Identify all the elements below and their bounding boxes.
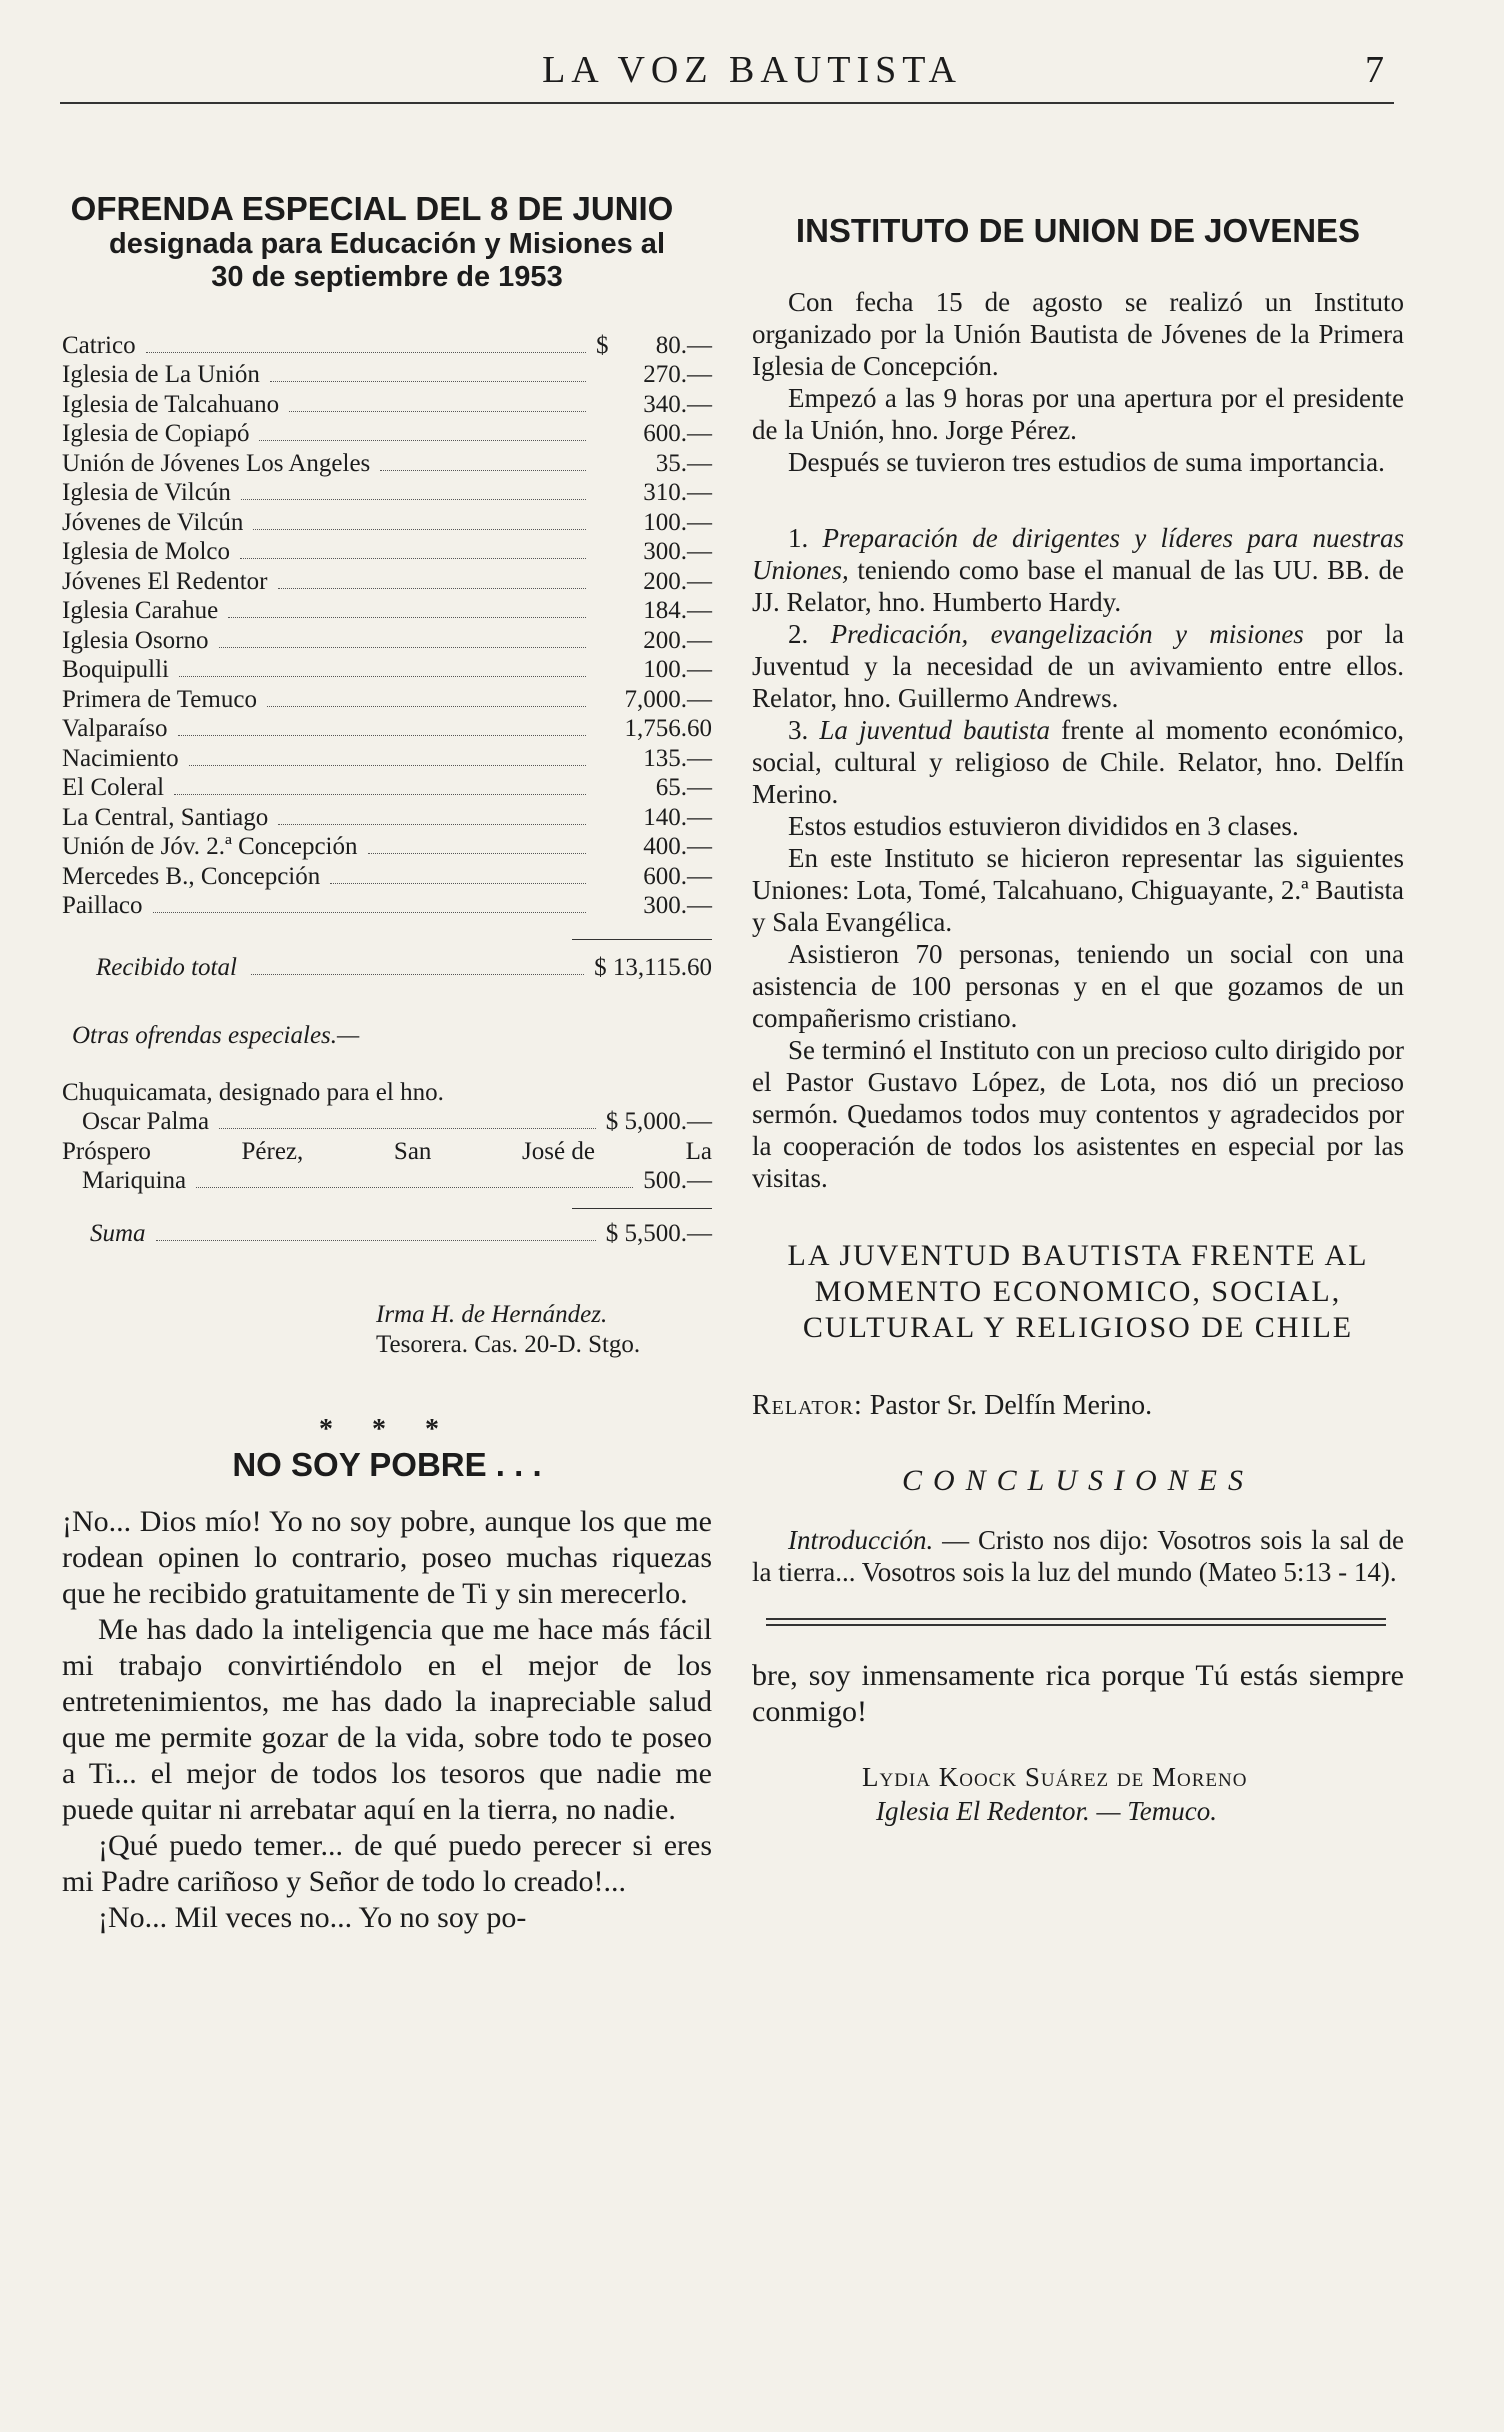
- ledger-row: Iglesia de Copiapó 600.—: [62, 420, 712, 448]
- offering-ledger: [62, 331, 712, 921]
- ledger-row: Primera de Temuco 7,000.—: [62, 685, 712, 713]
- institute-paragraph: Asistieron 70 personas, teniendo un social con una asistencia de 100 personas y en el que gozamos de un compañerismo cristiano.: [752, 938, 1404, 1033]
- poem-body: [62, 1504, 712, 1936]
- ledger-row: Boquipulli 100.—: [62, 656, 712, 684]
- section-separator: * * *: [319, 1414, 455, 1446]
- ledger-row: Iglesia de Vilcún 310.—: [62, 479, 712, 507]
- other-offerings-title: Otras ofrendas especiales.—: [72, 1021, 360, 1049]
- author-name: Lydia Koock Suárez de Moreno: [862, 1761, 1248, 1792]
- institute-body: [752, 286, 1404, 1194]
- author-church: Iglesia El Redentor. — Temuco.: [876, 1795, 1217, 1826]
- ledger-row: Jóvenes de Vilcún 100.—: [62, 508, 712, 536]
- other-offering-2-line-2: Mariquina 500.—: [82, 1167, 712, 1195]
- sum-rule: [572, 939, 712, 940]
- ledger-row: Iglesia de La Unión 270.—: [62, 361, 712, 389]
- institute-title: INSTITUTO DE UNION DE JOVENES: [795, 212, 1361, 249]
- ledger-row: Unión de Jóv. 2.ª Concepción 400.—: [62, 833, 712, 861]
- introduction-paragraph: Introducción. — Cristo nos dijo: Vosotros sois la sal de la tierra... Vosotros sois la luz del mundo (Mateo 5:13 - 14).: [752, 1524, 1404, 1587]
- article-title: LA JUVENTUD BAUTISTA FRENTE AL MOMENTO ECONOMICO, SOCIAL, CULTURAL Y RELIGIOSO DE CHILE: [787, 1238, 1369, 1344]
- relator-name: Pastor Sr. Delfín Merino.: [869, 1389, 1153, 1421]
- offering-title: OFRENDA ESPECIAL DEL 8 DE JUNIO: [70, 190, 674, 227]
- double-rule: [766, 1618, 1386, 1626]
- ledger-row: La Central, Santiago 140.—: [62, 803, 712, 831]
- poem-paragraph: ¡No... Dios mío! Yo no soy pobre, aunque los que me rodean opinen lo contrario, poseo muchas riquezas que he recibido gratuitamente de Ti y sin merecerlo.: [62, 1505, 712, 1611]
- ledger-row: Valparaíso 1,756.60: [62, 715, 712, 743]
- poem-paragraph: ¡Qué puedo temer... de qué puedo perecer si eres mi Padre cariñoso y Señor de todo lo creado!...: [62, 1829, 712, 1899]
- other-offering-1-line-1: Chuquicamata, designado para el hno.: [62, 1078, 444, 1106]
- ledger-row: Iglesia Carahue 184.—: [62, 597, 712, 625]
- poem-paragraph: Me has dado la inteligencia que me hace más fácil mi trabajo convirtiéndolo en el mejor de los entretenimientos, me has dado la inapreciable salud que me permite gozar de la vida, sobre todo te poseo a Ti... el mejor de todos los tesoros que nadie me puede quitar ni arrebatar aquí en la tierra, no nadie.: [62, 1613, 712, 1827]
- ledger-row: Paillaco 300.—: [62, 892, 712, 920]
- ledger-row: Jóvenes El Redentor 200.—: [62, 567, 712, 595]
- offering-subtitle-line-2: 30 de septiembre de 1953: [211, 261, 563, 294]
- institute-paragraph: Con fecha 15 de agosto se realizó un Instituto organizado por la Unión Bautista de Jóvenes de la Primera Iglesia de Concepción.: [752, 286, 1404, 381]
- received-total-value: $ 13,115.60: [594, 953, 712, 981]
- ledger-row: Iglesia de Molco 300.—: [62, 538, 712, 566]
- sum-total-label: Suma: [90, 1219, 146, 1247]
- institute-paragraph: En este Instituto se hicieron representar las siguientes Uniones: Lota, Tomé, Talcahuano, Chiguayante, 2.ª Bautista y Sala Evangélica.: [752, 842, 1404, 937]
- study-list: [752, 522, 1404, 810]
- ledger-row: Catrico $ 80.—: [62, 331, 712, 359]
- received-total: [62, 954, 712, 982]
- left-column: [62, 190, 712, 1936]
- sum-total-value: $ 5,500.—: [605, 1219, 712, 1247]
- study-item-3: 3. La juventud bautista frente al momento económico, social, cultural y religioso de Chile. Relator, hno. Delfín Merino.: [752, 714, 1405, 809]
- sum-total: [62, 1219, 712, 1249]
- poem-paragraph: ¡No... Mil veces no... Yo no soy po-: [98, 1901, 527, 1935]
- institute-paragraph: Empezó a las 9 horas por una apertura por el presidente de la Unión, hno. Jorge Pérez.: [752, 382, 1404, 445]
- ledger-row: Mercedes B., Concepción 600.—: [62, 862, 712, 890]
- ledger-row: Iglesia Osorno 200.—: [62, 626, 712, 654]
- treasurer-name: Irma H. de Hernández.: [376, 1301, 608, 1329]
- treasurer-role: Tesorera. Cas. 20-D. Stgo.: [376, 1331, 641, 1359]
- offering-subtitle: [62, 228, 712, 295]
- offering-subtitle-line-1: designada para Educación y Misiones al: [108, 227, 665, 260]
- other-offering-1-line-2: Oscar Palma $ 5,000.—: [82, 1108, 712, 1136]
- treasurer-signature: [376, 1300, 712, 1360]
- sum-rule: [572, 1208, 712, 1209]
- other-offerings: [62, 1078, 712, 1249]
- institute-paragraph: Después se tuvieron tres estudios de suma importancia.: [788, 446, 1385, 477]
- relator-line: [752, 1390, 1404, 1422]
- study-item-1: 1. Preparación de dirigentes y líderes para nuestras Uniones, teniendo como base el manual de las UU. BB. de JJ. Relator, hno. Humberto Hardy.: [752, 522, 1404, 617]
- running-head: LA VOZ BAUTISTA: [542, 49, 962, 91]
- study-item-2: 2. Predicación, evangelización y misiones por la Juventud y la necesidad de un avivamiento entre ellos. Relator, hno. Guillermo Andrews.: [752, 618, 1404, 713]
- ledger-row: Nacimiento 135.—: [62, 744, 712, 772]
- poem-title: NO SOY POBRE . . .: [232, 1446, 542, 1484]
- institute-paragraph: Se terminó el Instituto con un precioso culto dirigido por el Pastor Gustavo López, de Lota, nos dió un precioso sermón. Quedamos todos muy contentos y agradecidos por la cooperación de todos los asistentes en especial por las visitas.: [752, 1034, 1404, 1193]
- conclusions-heading: CONCLUSIONES: [901, 1463, 1255, 1497]
- ledger-row: El Coleral 65.—: [62, 774, 712, 802]
- ledger-row: Unión de Jóvenes Los Angeles 35.—: [62, 449, 712, 477]
- poem-continuation: bre, soy inmensamente rica porque Tú estás siempre conmigo!: [752, 1658, 1404, 1728]
- relator-label: Relator:: [752, 1389, 863, 1421]
- header-rule: [60, 102, 1394, 104]
- page-number: 7: [1365, 49, 1384, 91]
- introduction-label: Introducción.: [788, 1524, 934, 1555]
- poem-author: [752, 1760, 1404, 1828]
- ledger-row: Iglesia de Talcahuano 340.—: [62, 390, 712, 418]
- received-total-label: Recibido total: [96, 953, 237, 981]
- right-column: [752, 212, 1404, 1828]
- institute-paragraph: Estos estudios estuvieron divididos en 3 clases.: [788, 810, 1299, 841]
- other-offering-2-line-1: Próspero Pérez, San José de La: [62, 1137, 712, 1165]
